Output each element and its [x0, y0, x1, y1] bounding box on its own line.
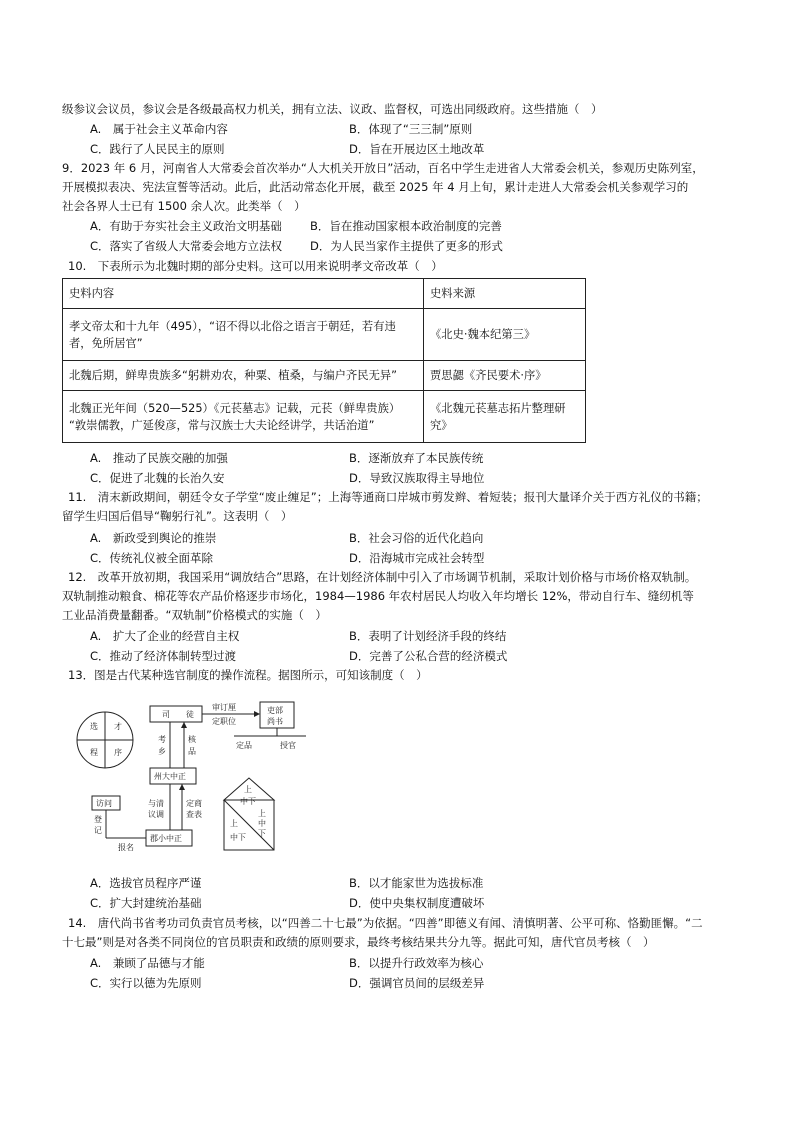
dingpin-label: 定品	[236, 741, 252, 750]
q9-option-a[interactable]: A．有助于夯实社会主义政治文明基础	[90, 219, 282, 233]
dingzhiwei-label: 定职位	[212, 717, 236, 726]
q9-option-b[interactable]: B．旨在推动国家根本政治制度的完善	[310, 219, 502, 233]
q8-option-b[interactable]: B．体现了“三三制”原则	[349, 122, 473, 136]
q10-stem: 10. 下表所示为北魏时期的部分史料。这可以用来说明孝文帝改革（ ）	[68, 259, 443, 273]
q14-stem-line-1: 14. 唐代尚书省考功司负责官员考核，以“四善二十七最”为依据。“四善”即德义有闻、清慎明著、公平可称、恪勤匪懈。“二	[68, 916, 703, 930]
sq-zhong-label: 中	[258, 819, 266, 828]
zhongxia-label: 中下	[240, 797, 256, 806]
shouguan-label: 授官	[280, 741, 296, 750]
q10-option-d[interactable]: D．导致汉族取得主导地位	[349, 471, 485, 485]
q13-stem: 13．图是古代某种选官制度的操作流程。据图所示，可知该制度（ ）	[68, 668, 428, 682]
q13-option-a[interactable]: A．选拔官员程序严谨	[90, 876, 202, 890]
shang-label: 上	[244, 785, 252, 794]
q14-option-c[interactable]: C．实行以德为先原则	[90, 976, 202, 990]
shangshu-label: 尚书	[267, 717, 283, 726]
q8-option-a[interactable]: A. 属于社会主义革命内容	[90, 122, 228, 136]
situ-label: 司 徒	[162, 710, 194, 719]
q13-option-d[interactable]: D．使中央集权制度遭破坏	[349, 896, 485, 910]
table-cell-source: 《北史·魏本纪第三》	[424, 309, 586, 361]
circle-char-3: 程	[90, 748, 98, 757]
source-table	[62, 278, 586, 443]
q9-stem-line-2: 开展模拟表决、宪法宣誓等活动。此后，此活动常态化开展，截至 2025 年 4 月上旬，累计走进人大常委会机关参观学习的	[62, 180, 689, 194]
q8-option-d[interactable]: D．旨在开展边区土地改革	[349, 142, 485, 156]
circle-char-1: 选	[90, 722, 98, 731]
libu-label: 吏部	[267, 706, 283, 715]
q12-stem-line-2: 双轨制推动粮食、棉花等农产品价格逐步市场化，1984—1986 年农村居民人均收入年均增长 12%，带动自行车、缝纫机等	[62, 589, 694, 603]
table-row	[63, 391, 586, 443]
fangwen-label: 访问	[96, 799, 112, 808]
circle-char-4: 序	[114, 748, 122, 757]
sq-shang-label: 上	[258, 809, 266, 818]
table-header-content: 史料内容	[63, 279, 424, 309]
he-label: 核	[188, 735, 196, 744]
q13-option-b[interactable]: B．以才能家世为选拔标准	[349, 876, 484, 890]
yuqing-label: 与清	[148, 799, 164, 808]
q9-option-c[interactable]: C．落实了省级人大常委会地方立法权	[90, 239, 283, 253]
q14-option-d[interactable]: D．强调官员间的层级差异	[349, 976, 485, 990]
q11-stem-line-2: 留学生归国后倡导“鞠躬行礼”。这表明（ ）	[62, 509, 293, 523]
q14-option-b[interactable]: B．以提升行政效率为核心	[349, 956, 484, 970]
q12-option-d[interactable]: D．完善了公私合营的经济模式	[349, 649, 508, 663]
q10-option-c[interactable]: C．促进了北魏的长治久安	[90, 471, 225, 485]
q10-option-b[interactable]: B．逐渐放弃了本民族传统	[349, 451, 484, 465]
q11-option-b[interactable]: B．社会习俗的近代化趋向	[349, 531, 484, 545]
q8-stem: 级参议会议员，参议会是各级最高权力机关，拥有立法、议政、监督权，可选出同级政府。这些措施（ ）	[62, 102, 603, 116]
junxz-label: 郡小中正	[150, 834, 182, 843]
baoming-label: 报名	[118, 843, 134, 852]
q12-option-a[interactable]: A. 扩大了企业的经营自主权	[90, 629, 240, 643]
q11-option-c[interactable]: C．传统礼仪被全面革除	[90, 551, 214, 565]
table-cell-source: 贾思勰《齐民要术·序》	[424, 361, 586, 391]
xiang-label: 乡	[158, 747, 166, 756]
circle-char-2: 才	[114, 722, 122, 731]
table-row	[63, 309, 586, 361]
q12-stem-line-3: 工业品消费量翻番。“双轨制”价格模式的实施（ ）	[62, 608, 327, 622]
table-header-source: 史料来源	[424, 279, 586, 309]
table-cell-content: 孝文帝太和十九年（495），“诏不得以北俗之语言于朝廷，若有违 者，免所居官”	[63, 309, 424, 361]
table-cell-source: 《北魏元苌墓志拓片整理研 究》	[424, 391, 586, 443]
q9-stem-line-3: 社会各界人士已有 1500 余人次。此类举（ ）	[62, 199, 306, 213]
pin-label: 品	[188, 747, 196, 756]
table-cell-content: 北魏后期，鲜卑贵族多“躬耕劝农，种粟、植桑，与编户齐民无异”	[63, 361, 424, 391]
q11-option-a[interactable]: A. 新政受到舆论的推崇	[90, 531, 217, 545]
q14-stem-line-2: 十七最”则是对各类不同岗位的官员职责和政绩的原则要求，最终考核结果共分九等。据此可知，唐代官员考核（ ）	[62, 935, 655, 949]
dingshang-label: 定商	[186, 799, 202, 808]
q13-option-c[interactable]: C．扩大封建统治基础	[90, 896, 202, 910]
zhouzz-label: 州大中正	[154, 772, 186, 781]
yidiao-label: 议调	[148, 810, 164, 819]
sq-xia-label: 下	[258, 829, 266, 838]
q11-stem-line-1: 11. 清末新政期间，朝廷令女子学堂“废止缠足”；上海等通商口岸城市剪发辫、着短装；报刊大量译介关于西方礼仪的书籍；	[68, 490, 708, 504]
selection-flow-diagram	[74, 700, 314, 860]
chabiao-label: 查表	[186, 810, 202, 819]
q10-option-a[interactable]: A. 推动了民族交融的加强	[90, 451, 228, 465]
q9-option-d[interactable]: D．为人民当家作主提供了更多的形式	[310, 239, 503, 253]
q14-option-a[interactable]: A. 兼顾了品德与才能	[90, 956, 205, 970]
table-row	[63, 361, 586, 391]
sq-shang2-label: 上	[230, 819, 238, 828]
q12-stem-line-1: 12. 改革开放初期，我国采用“调放结合”思路，在计划经济体制中引入了市场调节机制，采取计划价格与市场价格双轨制。	[68, 570, 697, 584]
q12-option-b[interactable]: B．表明了计划经济手段的终结	[349, 629, 507, 643]
kao-label: 考	[158, 735, 166, 744]
shending-label: 审订厘	[212, 703, 236, 712]
q8-option-c[interactable]: C．践行了人民民主的原则	[90, 142, 225, 156]
q12-option-c[interactable]: C．推动了经济体制转型过渡	[90, 649, 237, 663]
q9-stem-line-1: 9．2023 年 6 月，河南省人大常委会首次举办“人大机关开放日”活动，百名中学生走进省人大常委会机关，参观历史陈列室，	[62, 161, 704, 175]
deng-label: 登	[94, 815, 102, 824]
q11-option-d[interactable]: D．沿海城市完成社会转型	[349, 551, 485, 565]
table-cell-content: 北魏正光年间（520—525）《元苌墓志》记载，元苌（鲜卑贵族） “敦崇儒教，广延俊彦，常与汉族士大夫论经讲学，共话治道”	[63, 391, 424, 443]
sq-zx-label: 中下	[230, 833, 246, 842]
ji-label: 记	[94, 826, 102, 835]
